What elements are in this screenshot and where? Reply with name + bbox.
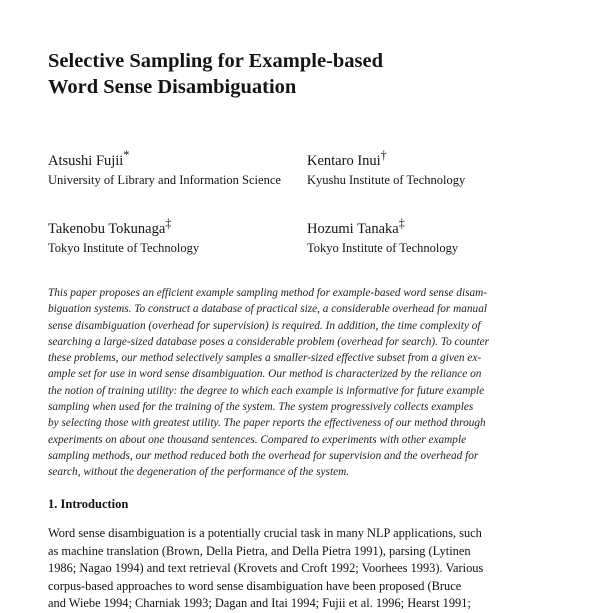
abstract-line: This paper proposes an efficient example sampling method for example-based word sense disam- — [48, 287, 488, 299]
footnote-mark: ‡ — [398, 216, 405, 230]
body-line: and Wiebe 1994; Charniak 1993; Dagan and Itai 1994; Fujii et al. 1996; Hearst 1991; — [48, 596, 471, 611]
body-line: Word sense disambiguation is a potentially crucial task in many NLP applications, such — [48, 526, 482, 540]
author-affiliation: Tokyo Institute of Technology — [48, 240, 200, 255]
section-heading-introduction: 1. Introduction — [48, 497, 129, 511]
abstract-line: these problems, our method selectively samples a smaller-sized effective subset from a given ex- — [48, 352, 482, 365]
footnote-mark: † — [380, 148, 387, 162]
abstract-line: experiments on about one thousand sentences. Compared to experiments with other example — [48, 433, 467, 446]
author-affiliation: Kyushu Institute of Technology — [307, 172, 466, 187]
abstract — [48, 285, 564, 481]
body-line: 1986; Nagao 1994) and text retrieval (Krovets and Croft 1992; Voorhees 1993). Various — [48, 561, 484, 576]
author-name: Takenobu Tokunaga‡ — [48, 216, 172, 237]
title-line: Word Sense Disambiguation — [48, 76, 297, 98]
author-block — [48, 213, 288, 257]
abstract-line: the notion of training utility: the degree to which each example is informative for future example — [48, 384, 485, 397]
abstract-line: sense disambiguation (overhead for supervision) is required. In addition, the time complexity of — [48, 319, 481, 332]
footnote-mark: * — [123, 148, 130, 162]
abstract-line: ample set for use in word sense disambiguation. Our method is characterized by the reliance on — [48, 368, 482, 381]
footnote-mark: ‡ — [165, 216, 172, 230]
abstract-line: sampling methods, our method reduced both the overhead for supervision and the overhead for — [48, 449, 479, 462]
author-name: Kentaro Inui† — [307, 148, 387, 169]
author-block — [307, 213, 547, 257]
author-block — [48, 145, 288, 189]
paper-title — [48, 48, 568, 100]
title-line: Selective Sampling for Example-based — [48, 50, 384, 72]
author-affiliation: University of Library and Information Science — [48, 172, 281, 187]
abstract-line: by selecting those with greatest utility. The paper reports the effectiveness of our method through — [48, 417, 486, 430]
abstract-line: searching a large-sized database poses a considerable problem (overhead for search). To counter — [48, 335, 490, 348]
body-line: as machine translation (Brown, Della Pietra, and Della Pietra 1991), parsing (Lytinen — [48, 543, 471, 558]
author-affiliation: Tokyo Institute of Technology — [307, 240, 459, 255]
author-name: Hozumi Tanaka‡ — [307, 216, 405, 237]
author-name: Atsushi Fujii* — [48, 148, 130, 169]
abstract-line: search, without the degeneration of the performance of the system. — [48, 466, 350, 479]
abstract-line: sampling when used for the training of the system. The system progressively collects examples — [48, 401, 474, 414]
author-block — [307, 145, 547, 189]
abstract-line: biguation systems. To construct a database of practical size, a considerable overhead for manual — [48, 303, 487, 316]
body-line: corpus-based approaches to word sense disambiguation have been proposed (Bruce — [48, 578, 462, 593]
